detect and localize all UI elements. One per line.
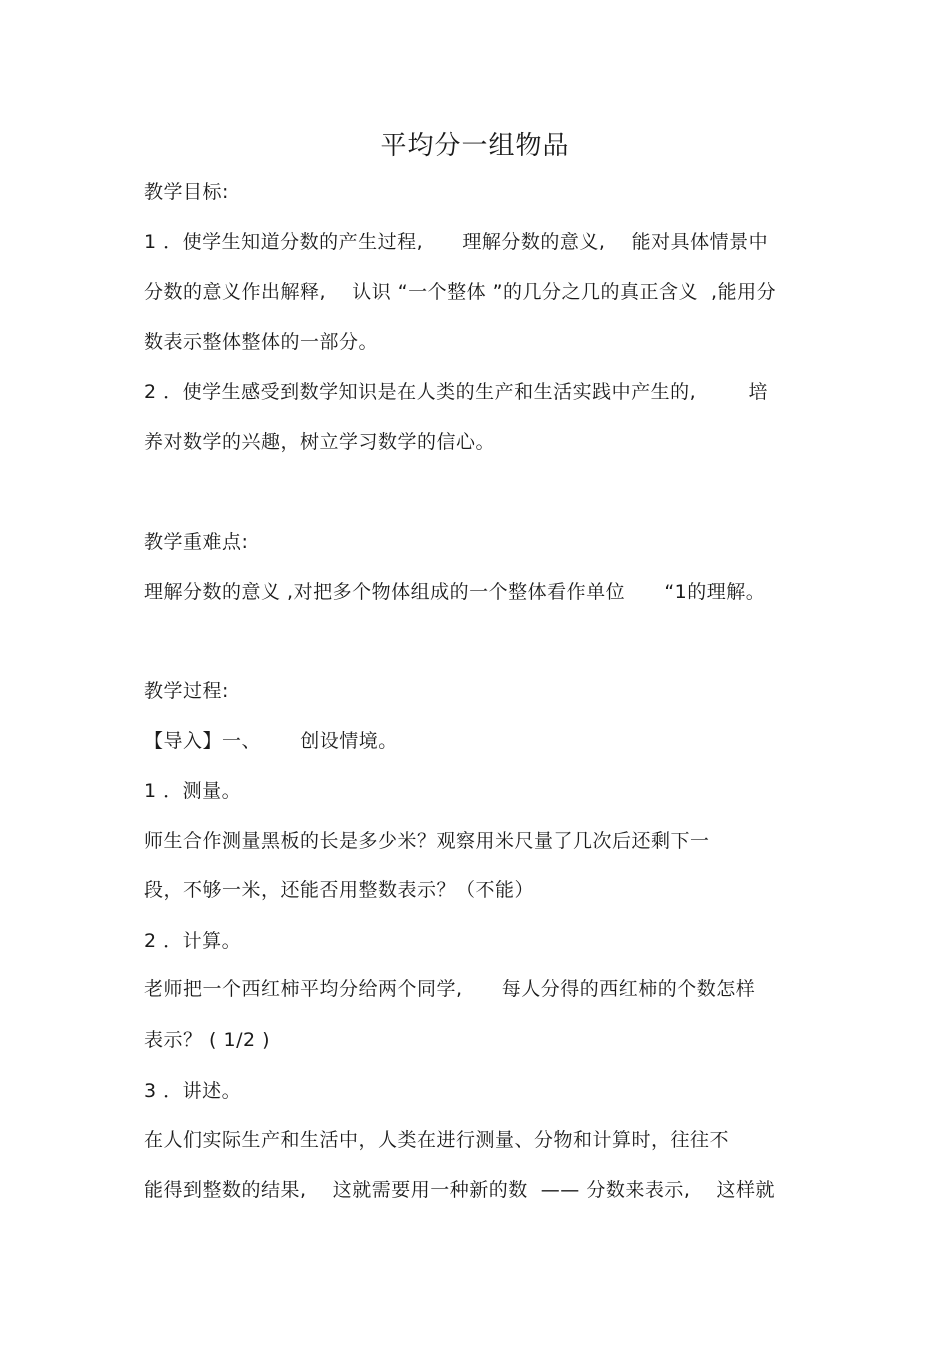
paragraph-line: 段，不够一米，还能否用整数表示？（不能） (144, 879, 535, 901)
paragraph-line: 表示？ ( 1/2 ) (144, 1029, 271, 1051)
section-heading-key-points: 教学重难点: (144, 531, 249, 553)
paragraph-line: 1 ．使学生知道分数的产生过程, 理解分数的意义, 能对具体情景中 (144, 231, 769, 253)
paragraph-line: 师生合作测量黑板的长是多少米？观察用米尺量了几次后还剩下一 (144, 830, 710, 852)
paragraph-line: 在人们实际生产和生活中，人类在进行测量、分物和计算时，往往不 (144, 1129, 730, 1151)
paragraph-line: 老师把一个西红柿平均分给两个同学, 每人分得的西红柿的个数怎样 (144, 978, 756, 1000)
paragraph-line: 数表示整体整体的一部分。 (144, 331, 379, 353)
paragraph-line: 分数的意义作出解释, 认识 “一个整体 ”的几分之几的真正含义 ,能用分 (144, 281, 777, 303)
paragraph-line: 3 ．讲述。 (144, 1080, 242, 1102)
paragraph-line: 理解分数的意义 ,对把多个物体组成的一个整体看作单位 “1的理解。 (144, 581, 766, 603)
paragraph-line: 【导入】一、 创设情境。 (144, 730, 398, 752)
document-title: 平均分一组物品 (380, 131, 570, 161)
paragraph-line: 能得到整数的结果, 这就需要用一种新的数 —— 分数来表示, 这样就 (144, 1179, 776, 1201)
paragraph-line: 2 ．使学生感受到数学知识是在人类的生产和生活实践中产生的, 培 (144, 381, 768, 403)
section-heading-objectives: 教学目标: (144, 181, 229, 203)
paragraph-line: 1 ．测量。 (144, 780, 242, 802)
section-heading-process: 教学过程: (144, 680, 229, 702)
paragraph-line: 养对数学的兴趣，树立学习数学的信心。 (144, 431, 496, 453)
paragraph-line: 2 ．计算。 (144, 930, 242, 952)
